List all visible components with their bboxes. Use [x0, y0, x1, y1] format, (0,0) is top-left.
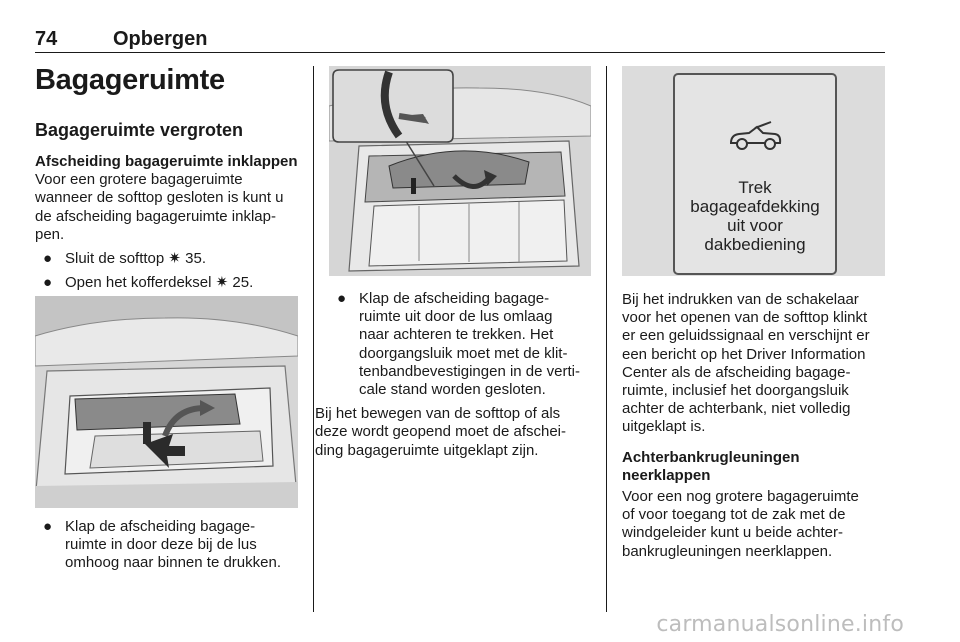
list-item: ● Sluit de softtop ✷ 35. — [43, 250, 206, 268]
intro-line: Voor een grotere bagageruimte — [35, 171, 243, 189]
list-item-line: omhoog naar binnen te drukken. — [65, 554, 281, 572]
list-item: ● Klap de afscheiding bagage- — [43, 518, 256, 535]
intro-line: pen. — [35, 225, 65, 243]
column-2-text — [315, 290, 597, 460]
paragraph-line: Bij het bewegen van de softtop of als — [315, 405, 561, 423]
column-divider-right — [606, 66, 607, 612]
paragraph-line: voor het openen van de softtop klinkt — [622, 309, 868, 327]
display-line: Trek — [738, 178, 772, 197]
bullet-dot-icon: ● — [43, 250, 53, 268]
bullet-dot-icon: ● — [337, 290, 347, 307]
list-item-line: ruimte in door deze bij de lus — [65, 536, 257, 554]
column-1-text — [35, 153, 307, 292]
watermark: carmanualsonline.info — [656, 612, 904, 637]
paragraph-line: bankrugleuningen neerklappen. — [622, 542, 833, 560]
paragraph-line: er een geluidssignaal en verschijnt er — [622, 327, 870, 345]
paragraph-line: ruimte, inclusief het doorgangsluik — [622, 382, 849, 400]
subtitle: Bagageruimte vergroten — [35, 120, 244, 140]
paragraph-line: Center als de afscheiding bagage- — [622, 363, 851, 381]
page-number: 74 — [35, 28, 58, 50]
page-title: Bagageruimte — [35, 64, 225, 96]
intro-line: de afscheiding bagageruimte inklap- — [35, 207, 276, 225]
bullet-dot-icon: ● — [43, 518, 53, 535]
column-3-text — [622, 291, 890, 561]
section-title: Opbergen — [113, 28, 208, 50]
display-line: uit voor — [727, 216, 783, 235]
figure-message-display — [622, 66, 885, 276]
page-reference-link[interactable]: ✷ 25. — [215, 274, 254, 292]
list-item-line: ruimte uit door de lus omlaag — [359, 308, 553, 326]
paragraph-line: een bericht op het Driver Information — [622, 345, 866, 363]
paragraph-line: Voor een nog grotere bagageruimte — [622, 488, 859, 506]
page-header — [35, 28, 885, 53]
figure-trunk-fold-in — [35, 296, 298, 508]
figure-trunk-fold-out — [329, 66, 591, 276]
paragraph-line: windgeleider kunt u beide achter- — [622, 524, 843, 542]
column-divider-left — [313, 66, 314, 612]
convertible-car-icon — [727, 119, 783, 153]
paragraph-line: of voor toegang tot de zak met de — [622, 506, 846, 524]
bullet-dot-icon: ● — [43, 274, 53, 292]
page-reference-link[interactable]: ✷ 35. — [168, 250, 206, 268]
subhead-inklappen: Afscheiding bagageruimte inklappen — [35, 153, 298, 170]
paragraph-line: deze wordt geopend moet de afschei- — [315, 423, 566, 441]
paragraph-line: achter de achterbank, niet volledig — [622, 400, 851, 418]
display-panel — [673, 73, 837, 275]
subhead-neerklappen: neerklappen — [622, 466, 711, 484]
list-item-line: cale stand worden gesloten. — [359, 381, 546, 399]
paragraph-line: ding bagageruimte uitgeklapt zijn. — [315, 441, 539, 459]
display-line: dakbediening — [704, 235, 806, 254]
subhead-neerklappen: Achterbankrugleuningen — [622, 448, 800, 466]
list-item-line: naar achteren te trekken. Het — [359, 326, 554, 344]
paragraph-line: uitgeklapt is. — [622, 418, 706, 436]
list-item-line: doorgangsluik moet met de klit- — [359, 344, 568, 362]
list-item-line: tenbandbevestigingen in de verti- — [359, 362, 580, 380]
list-item: ● Open het kofferdeksel ✷ 25. — [43, 274, 254, 292]
list-item: ● Klap de afscheiding bagage- — [337, 290, 550, 307]
display-line: bagageafdekking — [690, 197, 820, 216]
paragraph-line: Bij het indrukken van de schakelaar — [622, 291, 859, 308]
column-1-bullet-3 — [35, 518, 307, 573]
intro-line: wanneer de softtop gesloten is kunt u — [35, 189, 284, 207]
